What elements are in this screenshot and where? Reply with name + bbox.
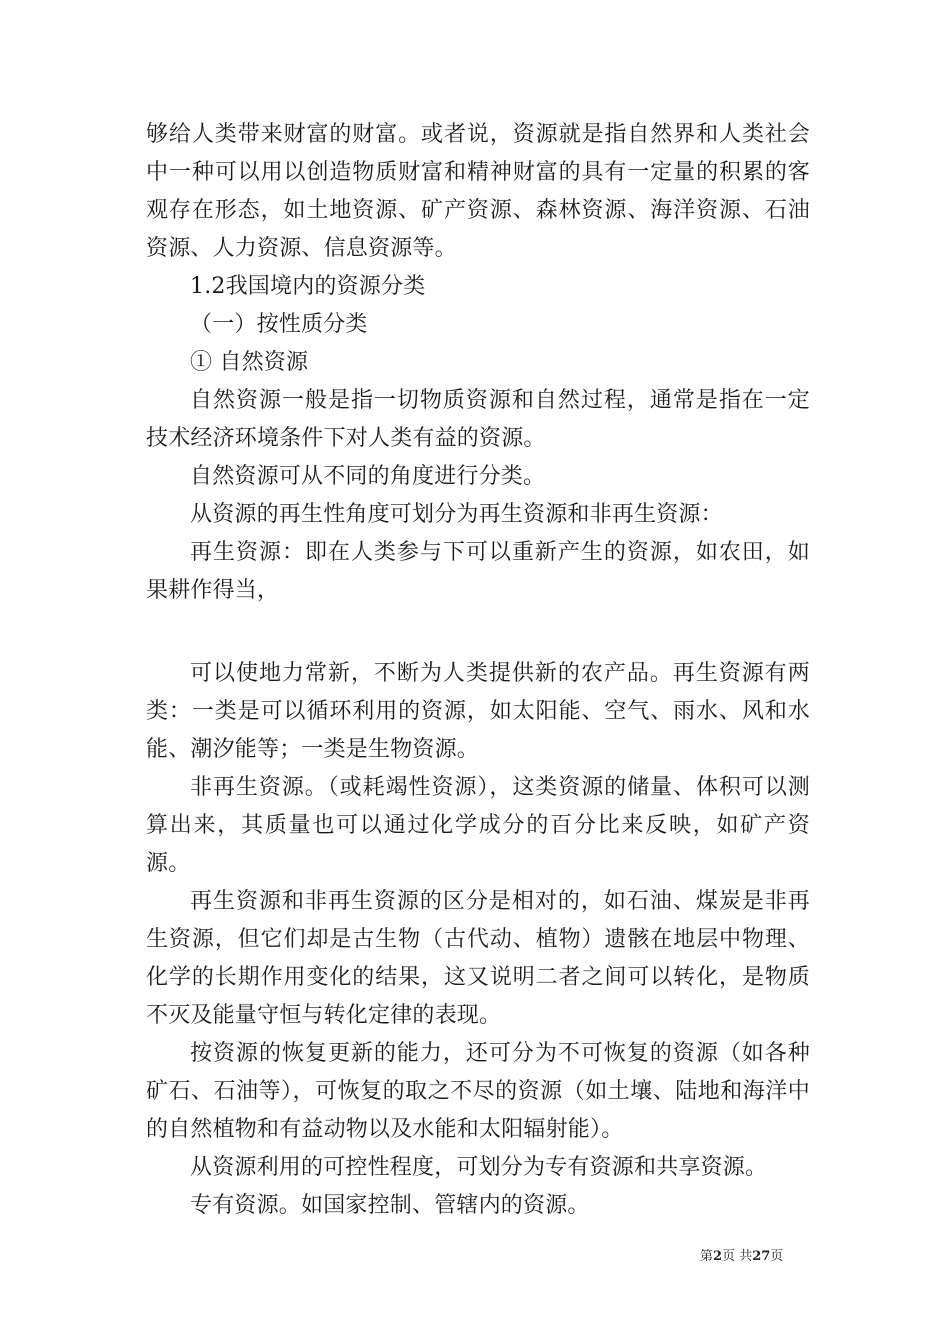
paragraph-proprietary-resources: 专有资源。如国家控制、管辖内的资源。 [190,1193,590,1218]
text-block-bottom [146,655,810,1225]
footer-total-pages: 27 [752,1249,771,1264]
subsection-heading-by-nature: （一）按性质分类 [190,312,368,337]
item-heading-natural-resources: ① 自然资源 [190,350,309,375]
section-heading-1-2: 1.2我国境内的资源分类 [190,274,426,299]
page-number-footer [700,1245,820,1264]
paragraph-natural-resources-definition: 自然资源一般是指一切物质资源和自然过程，通常是指在一定技术经济环境条件下对人类有益的资源。 [146,388,810,451]
paragraph-renewability: 从资源的再生性角度可划分为再生资源和非再生资源： [190,502,723,527]
paragraph-resource-definition: 够给人类带来财富的财富。或者说，资源就是指自然界和人类社会中一种可以用以创造物质财富和精神财富的具有一定量的积累的客观存在形态，如土地资源、矿产资源、森林资源、海洋资源、石油资源、人力资源、信息资源等。 [146,122,810,261]
paragraph-renewable-resources: 再生资源：即在人类参与下可以重新产生的资源，如农田，如果耕作得当， [146,540,810,603]
footer-suffix: 页 [770,1249,784,1264]
paragraph-classification-angles: 自然资源可从不同的角度进行分类。 [190,464,546,489]
footer-middle: 页 共 [722,1249,753,1264]
footer-prefix: 第 [700,1249,714,1264]
paragraph-controllability: 从资源利用的可控性程度，可划分为专有资源和共享资源。 [190,1155,768,1180]
paragraph-recovery-capacity: 按资源的恢复更新的能力，还可分为不可恢复的资源（如各种矿石、石油等），可恢复的取之不尽的资源（如土壤、陆地和海洋中的自然植物和有益动物以及水能和太阳辐射能）。 [146,1041,810,1142]
text-block-top [146,116,810,610]
paragraph-non-renewable: 非再生资源。（或耗竭性资源），这类资源的储量、体积可以测算出来，其质量也可以通过化学成分的百分比来反映，如矿产资源。 [146,775,810,876]
paragraph-relative-distinction: 再生资源和非再生资源的区分是相对的，如石油、煤炭是非再生资源，但它们却是古生物（古代动、植物）遗骸在地层中物理、化学的长期作用变化的结果，这又说明二者之间可以转化，是物质不灭及能量守恒与转化定律的表现。 [146,889,810,1028]
footer-current-page: 2 [713,1249,723,1264]
paragraph-renewable-continued: 可以使地力常新，不断为人类提供新的农产品。再生资源有两类：一类是可以循环利用的资源，如太阳能、空气、雨水、风和水能、潮汐能等；一类是生物资源。 [146,661,810,762]
